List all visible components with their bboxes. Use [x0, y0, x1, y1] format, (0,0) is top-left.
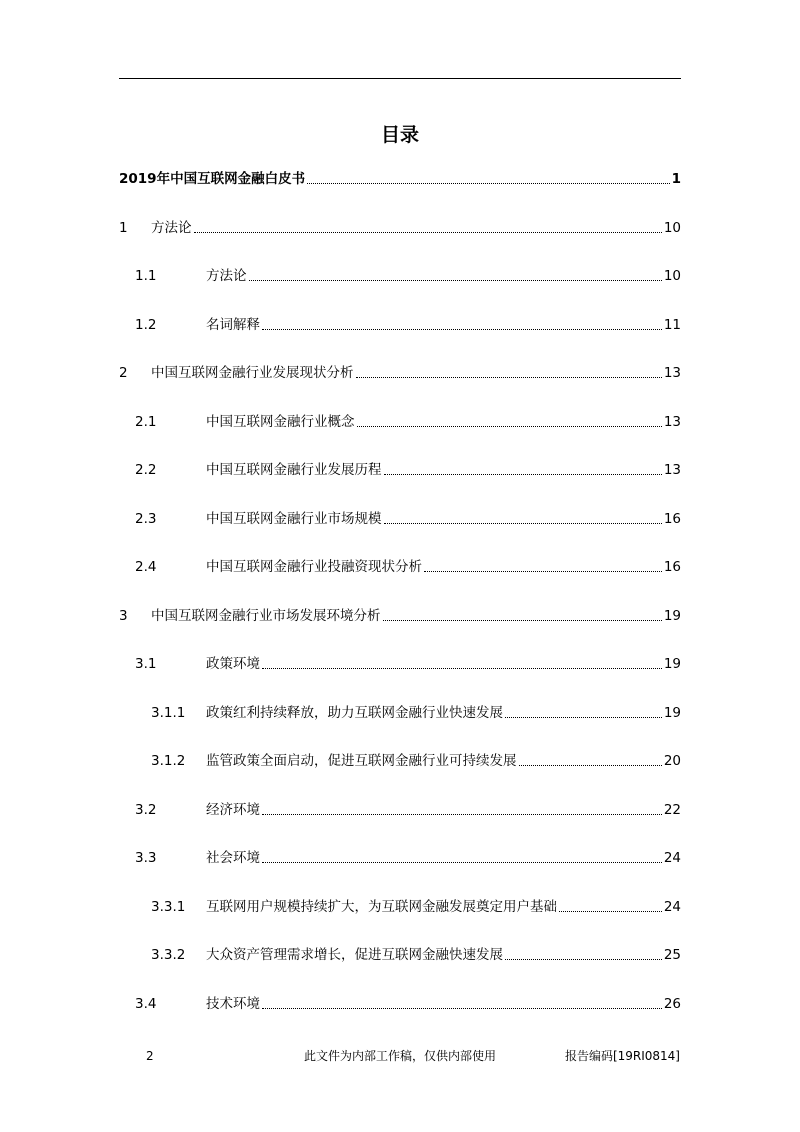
dot-leader [262, 862, 662, 863]
toc-entry-number: 3.4 [135, 995, 157, 1012]
toc-entry[interactable] [119, 554, 681, 578]
toc-entry-title: 中国互联网金融行业发展历程 [206, 462, 382, 478]
toc-entry[interactable] [119, 651, 681, 675]
toc-entry-page: 24 [663, 898, 681, 915]
toc-entry-title: 经济环境 [206, 801, 260, 818]
toc-entry-page: 24 [663, 850, 681, 866]
dot-leader [262, 329, 662, 330]
toc-entry-number: 3.1 [135, 656, 157, 672]
dot-leader [559, 911, 662, 912]
toc-entry-page: 13 [663, 365, 681, 381]
toc-entry[interactable] [119, 506, 681, 530]
toc-entry-number: 3.3 [135, 850, 157, 866]
toc-entry-number: 3.1.2 [151, 753, 186, 769]
footer-report-code: 报告编码[19RI0814] [564, 1049, 680, 1063]
toc-entry[interactable] [119, 312, 681, 336]
toc-entry-number: 2.2 [135, 462, 157, 478]
footer-page-number: 2 [146, 1049, 154, 1063]
toc-entry-title: 技术环境 [206, 995, 260, 1012]
toc-entry[interactable] [119, 215, 681, 239]
toc-entry-page: 16 [663, 510, 681, 527]
dot-leader [262, 814, 662, 815]
toc-entry[interactable] [119, 457, 681, 481]
toc-entry-page: 13 [663, 413, 681, 430]
toc-entry-title: 中国互联网金融行业发展现状分析 [151, 365, 354, 381]
dot-leader [262, 1008, 662, 1009]
toc-entry-title: 大众资产管理需求增长，促进互联网金融快速发展 [206, 947, 503, 963]
dot-leader [383, 620, 662, 621]
toc-entry[interactable] [119, 894, 681, 918]
toc-entry-number: 2.1 [135, 413, 157, 430]
dot-leader [356, 377, 662, 378]
toc-entry-number: 2.4 [135, 559, 157, 575]
dot-leader [505, 717, 662, 718]
toc-entry-title: 监管政策全面启动，促进互联网金融行业可持续发展 [206, 753, 517, 769]
dot-leader [357, 426, 662, 427]
toc-entry-number: 1.1 [135, 268, 157, 284]
toc-entry-number: 2 [119, 365, 128, 381]
toc-entry-number: 2.3 [135, 510, 157, 527]
dot-leader [194, 232, 662, 233]
dot-leader [249, 280, 662, 281]
toc-entry-title: 名词解释 [206, 316, 260, 333]
toc-entry[interactable] [119, 603, 681, 627]
toc-entry-number: 3.1.1 [151, 704, 186, 721]
toc-entry-page: 22 [663, 801, 681, 818]
toc-entry[interactable] [119, 942, 681, 966]
toc-entry-page: 11 [663, 316, 681, 333]
toc-entry-number: 1.2 [135, 316, 157, 333]
toc-entry-page: 20 [663, 753, 681, 769]
page-footer [0, 1046, 800, 1066]
toc-entry-page: 16 [663, 559, 681, 575]
toc-entry[interactable] [119, 360, 681, 384]
dot-leader [262, 668, 662, 669]
table-of-contents [119, 166, 681, 1039]
toc-entry-title: 政策红利持续释放，助力互联网金融行业快速发展 [206, 704, 503, 721]
toc-entry[interactable] [119, 700, 681, 724]
toc-entry-title: 中国互联网金融行业市场发展环境分析 [151, 607, 381, 624]
toc-entry-number: 3 [119, 607, 128, 624]
toc-entry-title: 中国互联网金融行业市场规模 [206, 510, 382, 527]
toc-entry-page: 13 [663, 462, 681, 478]
toc-entry-title: 互联网用户规模持续扩大，为互联网金融发展奠定用户基础 [206, 898, 557, 915]
toc-entry-page: 10 [663, 219, 681, 236]
toc-entry-title: 2019年中国互联网金融白皮书 [119, 171, 306, 187]
toc-entry[interactable] [119, 166, 681, 190]
dot-leader [307, 183, 670, 184]
header-rule [119, 78, 681, 79]
toc-entry-page: 26 [663, 995, 681, 1012]
toc-entry-title: 中国互联网金融行业概念 [206, 413, 355, 430]
toc-entry-number: 3.3.2 [151, 947, 186, 963]
toc-entry[interactable] [119, 845, 681, 869]
toc-entry[interactable] [119, 748, 681, 772]
dot-leader [519, 765, 662, 766]
toc-entry-title: 方法论 [151, 219, 192, 236]
dot-leader [384, 474, 662, 475]
toc-entry-page: 19 [663, 607, 681, 624]
toc-title: 目录 [380, 124, 419, 146]
toc-entry-page: 1 [671, 171, 681, 187]
toc-entry-title: 中国互联网金融行业投融资现状分析 [206, 559, 422, 575]
toc-entry-title: 方法论 [206, 268, 247, 284]
footer-confidential-note: 此文件为内部工作稿，仅供内部使用 [304, 1049, 497, 1063]
toc-entry-number: 3.2 [135, 801, 157, 818]
toc-entry-page: 10 [663, 268, 681, 284]
toc-entry-number: 3.3.1 [151, 898, 186, 915]
toc-entry-page: 19 [663, 656, 681, 672]
toc-entry[interactable] [119, 991, 681, 1015]
toc-entry-page: 19 [663, 704, 681, 721]
toc-entry-page: 25 [663, 947, 681, 963]
toc-entry[interactable] [119, 409, 681, 433]
toc-entry[interactable] [119, 263, 681, 287]
toc-entry-number: 1 [119, 219, 128, 236]
toc-entry-title: 社会环境 [206, 850, 260, 866]
toc-entry-title: 政策环境 [206, 656, 260, 672]
dot-leader [424, 571, 662, 572]
dot-leader [505, 959, 662, 960]
toc-entry[interactable] [119, 797, 681, 821]
dot-leader [384, 523, 662, 524]
